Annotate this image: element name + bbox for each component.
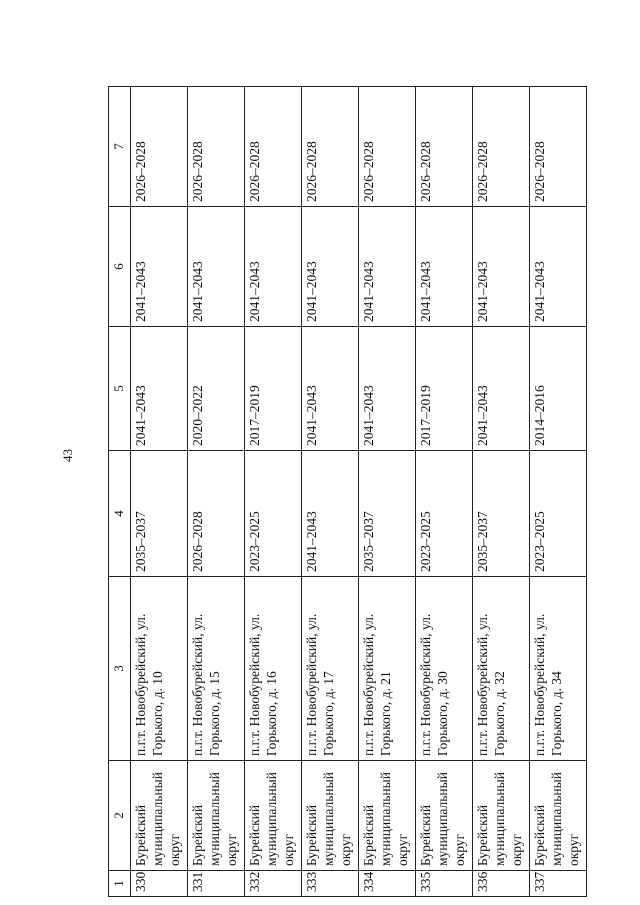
period-cell: 2041–2043 — [359, 207, 416, 327]
district-cell: Бурейский муниципальный округ — [302, 761, 359, 871]
period-cell: 2026–2028 — [131, 87, 188, 207]
row-number: 333 — [302, 871, 359, 897]
period-cell: 2041–2043 — [302, 327, 359, 451]
header-cell: 5 — [109, 327, 131, 451]
period-cell: 2023–2025 — [245, 451, 302, 577]
header-cell: 2 — [109, 761, 131, 871]
district-cell: Бурейский муниципальный округ — [416, 761, 473, 871]
address-cell: п.г.т. Новобурейский, ул. Горького, д. 32 — [473, 577, 530, 761]
table-row — [245, 87, 302, 897]
row-number: 330 — [131, 871, 188, 897]
page-number: 43 — [60, 449, 75, 462]
district-cell: Бурейский муниципальный округ — [530, 761, 587, 871]
period-cell: 2041–2043 — [302, 451, 359, 577]
period-cell: 2026–2028 — [188, 87, 245, 207]
district-cell: Бурейский муниципальный округ — [359, 761, 416, 871]
period-cell: 2041–2043 — [416, 207, 473, 327]
period-cell: 2026–2028 — [302, 87, 359, 207]
table-row — [302, 87, 359, 897]
address-cell: п.г.т. Новобурейский, ул. Горького, д. 30 — [416, 577, 473, 761]
address-cell: п.г.т. Новобурейский, ул. Горького, д. 21 — [359, 577, 416, 761]
table-row — [473, 87, 530, 897]
schedule-table-container — [108, 87, 586, 897]
period-cell: 2041–2043 — [473, 207, 530, 327]
address-cell: п.г.т. Новобурейский, ул. Горького, д. 17 — [302, 577, 359, 761]
period-cell: 2041–2043 — [131, 207, 188, 327]
period-cell: 2041–2043 — [188, 207, 245, 327]
period-cell: 2026–2028 — [188, 451, 245, 577]
table-row — [359, 87, 416, 897]
district-cell: Бурейский муниципальный округ — [131, 761, 188, 871]
period-cell: 2041–2043 — [473, 327, 530, 451]
period-cell: 2041–2043 — [359, 327, 416, 451]
period-cell: 2026–2028 — [473, 87, 530, 207]
address-cell: п.г.т. Новобурейский, ул. Горького, д. 15 — [188, 577, 245, 761]
period-cell: 2023–2025 — [416, 451, 473, 577]
period-cell: 2041–2043 — [302, 207, 359, 327]
header-cell: 7 — [109, 87, 131, 207]
header-cell: 3 — [109, 577, 131, 761]
table-row — [188, 87, 245, 897]
row-number: 336 — [473, 871, 530, 897]
district-cell: Бурейский муниципальный округ — [245, 761, 302, 871]
table-row — [131, 87, 188, 897]
schedule-table — [108, 86, 587, 897]
district-cell: Бурейский муниципальный округ — [188, 761, 245, 871]
period-cell: 2026–2028 — [359, 87, 416, 207]
period-cell: 2026–2028 — [416, 87, 473, 207]
period-cell: 2035–2037 — [473, 451, 530, 577]
table-row — [416, 87, 473, 897]
period-cell: 2041–2043 — [530, 207, 587, 327]
period-cell: 2026–2028 — [530, 87, 587, 207]
period-cell: 2014–2016 — [530, 327, 587, 451]
period-cell: 2020–2022 — [188, 327, 245, 451]
period-cell: 2017–2019 — [416, 327, 473, 451]
header-cell: 1 — [109, 871, 131, 897]
period-cell: 2026–2028 — [245, 87, 302, 207]
row-number: 334 — [359, 871, 416, 897]
period-cell: 2041–2043 — [131, 327, 188, 451]
table-row — [530, 87, 587, 897]
row-number: 331 — [188, 871, 245, 897]
header-cell: 4 — [109, 451, 131, 577]
header-row — [109, 87, 131, 897]
period-cell: 2041–2043 — [245, 207, 302, 327]
row-number: 335 — [416, 871, 473, 897]
address-cell: п.г.т. Новобурейский, ул. Горького, д. 16 — [245, 577, 302, 761]
row-number: 332 — [245, 871, 302, 897]
period-cell: 2035–2037 — [131, 451, 188, 577]
header-cell: 6 — [109, 207, 131, 327]
period-cell: 2023–2025 — [530, 451, 587, 577]
row-number: 337 — [530, 871, 587, 897]
address-cell: п.г.т. Новобурейский, ул. Горького, д. 10 — [131, 577, 188, 761]
address-cell: п.г.т. Новобурейский, ул. Горького, д. 34 — [530, 577, 587, 761]
period-cell: 2035–2037 — [359, 451, 416, 577]
district-cell: Бурейский муниципальный округ — [473, 761, 530, 871]
period-cell: 2017–2019 — [245, 327, 302, 451]
